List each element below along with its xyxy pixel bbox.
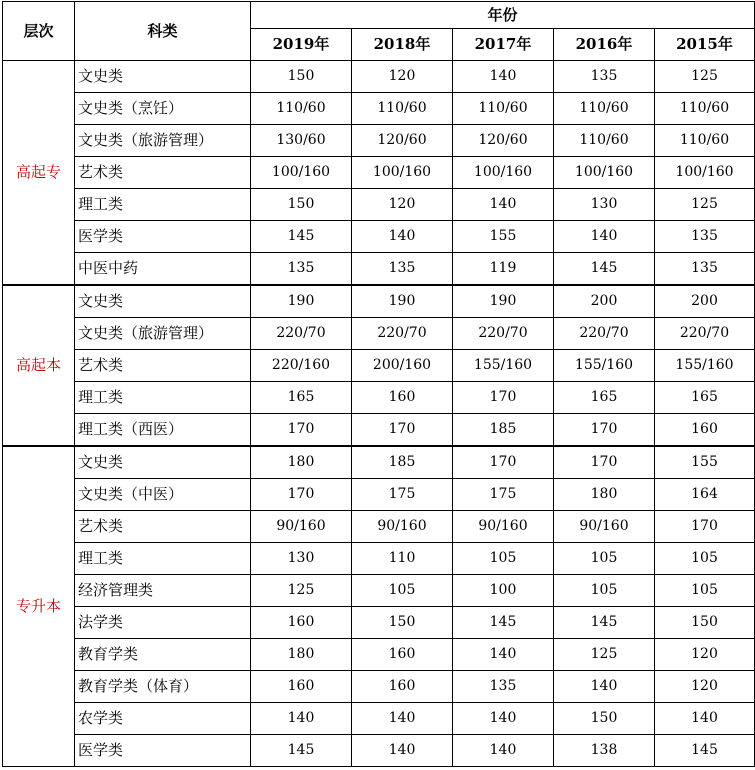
- score-cell: 135: [453, 671, 554, 703]
- category-cell: 文史类（旅游管理）: [75, 318, 251, 350]
- score-cell: 220/70: [655, 318, 755, 350]
- header-year: 2017年: [453, 29, 554, 61]
- table-body: [3, 61, 755, 767]
- category-cell: 中医中药: [75, 253, 251, 286]
- score-cell: 110/60: [554, 93, 655, 125]
- table-row: [3, 318, 755, 350]
- score-cell: 140: [453, 703, 554, 735]
- score-cell: 120: [352, 61, 453, 93]
- score-cell: 145: [554, 607, 655, 639]
- score-cell: 185: [352, 446, 453, 479]
- level-cell: 专升本: [3, 446, 75, 767]
- header-category: 科类: [75, 2, 251, 61]
- score-cell: 145: [251, 221, 352, 253]
- category-cell: 教育学类（体育）: [75, 671, 251, 703]
- score-cell: 190: [251, 285, 352, 318]
- score-cell: 140: [655, 703, 755, 735]
- score-cell: 90/160: [554, 511, 655, 543]
- score-cell: 140: [352, 221, 453, 253]
- category-cell: 理工类: [75, 543, 251, 575]
- score-cell: 105: [352, 575, 453, 607]
- table-row: [3, 543, 755, 575]
- score-cell: 105: [554, 543, 655, 575]
- score-cell: 140: [352, 735, 453, 767]
- score-cell: 90/160: [251, 511, 352, 543]
- table-row: [3, 382, 755, 414]
- table-row: [3, 671, 755, 703]
- table-row: [3, 93, 755, 125]
- score-cell: 105: [655, 543, 755, 575]
- score-cell: 110/60: [554, 125, 655, 157]
- category-cell: 理工类（西医）: [75, 414, 251, 447]
- score-cell: 185: [453, 414, 554, 447]
- score-cell: 160: [352, 639, 453, 671]
- table-row: [3, 703, 755, 735]
- table-row: [3, 157, 755, 189]
- score-cell: 120/60: [453, 125, 554, 157]
- score-cell: 140: [554, 671, 655, 703]
- score-cell: 140: [453, 189, 554, 221]
- header-year-group: 年份: [251, 2, 755, 29]
- score-cell: 180: [251, 639, 352, 671]
- score-cell: 130: [554, 189, 655, 221]
- score-cell: 100/160: [453, 157, 554, 189]
- score-cell: 165: [251, 382, 352, 414]
- table-row: [3, 414, 755, 447]
- category-cell: 艺术类: [75, 157, 251, 189]
- category-cell: 文史类: [75, 446, 251, 479]
- score-cell: 138: [554, 735, 655, 767]
- score-cell: 125: [655, 189, 755, 221]
- score-cell: 160: [251, 607, 352, 639]
- score-cell: 110/60: [352, 93, 453, 125]
- score-cell: 105: [655, 575, 755, 607]
- category-cell: 文史类: [75, 285, 251, 318]
- score-cell: 155: [655, 446, 755, 479]
- score-cell: 170: [655, 511, 755, 543]
- score-cell: 110/60: [251, 93, 352, 125]
- table-row: [3, 61, 755, 93]
- table-row: [3, 639, 755, 671]
- score-cell: 120/60: [352, 125, 453, 157]
- score-cell: 220/70: [352, 318, 453, 350]
- score-cell: 160: [352, 671, 453, 703]
- header-year: 2016年: [554, 29, 655, 61]
- score-cell: 200: [554, 285, 655, 318]
- score-cell: 100/160: [554, 157, 655, 189]
- category-cell: 文史类（中医）: [75, 479, 251, 511]
- category-cell: 经济管理类: [75, 575, 251, 607]
- score-cell: 160: [352, 382, 453, 414]
- score-cell: 110: [352, 543, 453, 575]
- score-cell: 130: [251, 543, 352, 575]
- table-row: [3, 607, 755, 639]
- table-row: [3, 735, 755, 767]
- score-cell: 140: [554, 221, 655, 253]
- table-row: [3, 189, 755, 221]
- header-year: 2019年: [251, 29, 352, 61]
- score-cell: 190: [453, 285, 554, 318]
- score-cell: 120: [655, 671, 755, 703]
- score-cell: 150: [655, 607, 755, 639]
- score-cell: 125: [251, 575, 352, 607]
- score-cell: 190: [352, 285, 453, 318]
- score-cell: 120: [352, 189, 453, 221]
- score-cell: 150: [251, 189, 352, 221]
- score-cell: 170: [453, 382, 554, 414]
- category-cell: 理工类: [75, 382, 251, 414]
- score-cell: 100/160: [251, 157, 352, 189]
- category-cell: 医学类: [75, 221, 251, 253]
- category-cell: 艺术类: [75, 350, 251, 382]
- score-cell: 200/160: [352, 350, 453, 382]
- score-cell: 140: [453, 61, 554, 93]
- score-cell: 140: [453, 639, 554, 671]
- category-cell: 农学类: [75, 703, 251, 735]
- score-cell: 175: [352, 479, 453, 511]
- category-cell: 教育学类: [75, 639, 251, 671]
- score-cell: 145: [453, 607, 554, 639]
- table-row: [3, 253, 755, 286]
- score-cell: 164: [655, 479, 755, 511]
- score-cell: 220/160: [251, 350, 352, 382]
- score-cell: 155: [453, 221, 554, 253]
- category-cell: 文史类（旅游管理）: [75, 125, 251, 157]
- score-cell: 140: [453, 735, 554, 767]
- score-cell: 170: [251, 479, 352, 511]
- header-level: 层次: [3, 2, 75, 61]
- score-cell: 100/160: [352, 157, 453, 189]
- score-cell: 220/70: [554, 318, 655, 350]
- header-year: 2015年: [655, 29, 755, 61]
- category-cell: 艺术类: [75, 511, 251, 543]
- score-cell: 90/160: [352, 511, 453, 543]
- score-cell: 110/60: [453, 93, 554, 125]
- score-cell: 165: [554, 382, 655, 414]
- score-cell: 110/60: [655, 93, 755, 125]
- category-cell: 理工类: [75, 189, 251, 221]
- score-cell: 220/70: [251, 318, 352, 350]
- table-row: [3, 285, 755, 318]
- header-year: 2018年: [352, 29, 453, 61]
- score-cell: 125: [655, 61, 755, 93]
- score-cell: 110/60: [655, 125, 755, 157]
- score-cell: 90/160: [453, 511, 554, 543]
- score-cell: 145: [655, 735, 755, 767]
- score-cell: 150: [352, 607, 453, 639]
- table-header: [3, 2, 755, 61]
- score-cell: 120: [655, 639, 755, 671]
- score-cell: 135: [352, 253, 453, 286]
- score-cell: 105: [554, 575, 655, 607]
- level-cell: 高起专: [3, 61, 75, 286]
- score-cell: 150: [554, 703, 655, 735]
- score-cell: 155/160: [554, 350, 655, 382]
- score-cell: 145: [554, 253, 655, 286]
- score-cell: 170: [453, 446, 554, 479]
- score-cell: 150: [251, 61, 352, 93]
- score-cell: 119: [453, 253, 554, 286]
- score-cell: 140: [251, 703, 352, 735]
- score-cell: 135: [655, 253, 755, 286]
- score-cell: 100: [453, 575, 554, 607]
- score-table: [2, 1, 755, 767]
- table-row: [3, 446, 755, 479]
- category-cell: 文史类（烹饪）: [75, 93, 251, 125]
- score-cell: 135: [251, 253, 352, 286]
- score-cell: 135: [655, 221, 755, 253]
- table-row: [3, 479, 755, 511]
- score-cell: 145: [251, 735, 352, 767]
- table-row: [3, 511, 755, 543]
- score-cell: 125: [554, 639, 655, 671]
- score-cell: 130/60: [251, 125, 352, 157]
- score-cell: 155/160: [453, 350, 554, 382]
- score-cell: 135: [554, 61, 655, 93]
- score-cell: 170: [352, 414, 453, 447]
- score-cell: 155/160: [655, 350, 755, 382]
- category-cell: 法学类: [75, 607, 251, 639]
- score-cell: 140: [352, 703, 453, 735]
- score-cell: 160: [251, 671, 352, 703]
- score-cell: 165: [655, 382, 755, 414]
- table-row: [3, 221, 755, 253]
- table-row: [3, 350, 755, 382]
- score-cell: 160: [655, 414, 755, 447]
- score-cell: 100/160: [655, 157, 755, 189]
- score-cell: 175: [453, 479, 554, 511]
- table-row: [3, 125, 755, 157]
- score-cell: 220/70: [453, 318, 554, 350]
- score-cell: 170: [554, 446, 655, 479]
- score-cell: 105: [453, 543, 554, 575]
- score-cell: 170: [251, 414, 352, 447]
- score-cell: 170: [554, 414, 655, 447]
- category-cell: 医学类: [75, 735, 251, 767]
- score-cell: 180: [251, 446, 352, 479]
- level-cell: 高起本: [3, 285, 75, 446]
- category-cell: 文史类: [75, 61, 251, 93]
- score-cell: 200: [655, 285, 755, 318]
- score-cell: 180: [554, 479, 655, 511]
- table-row: [3, 575, 755, 607]
